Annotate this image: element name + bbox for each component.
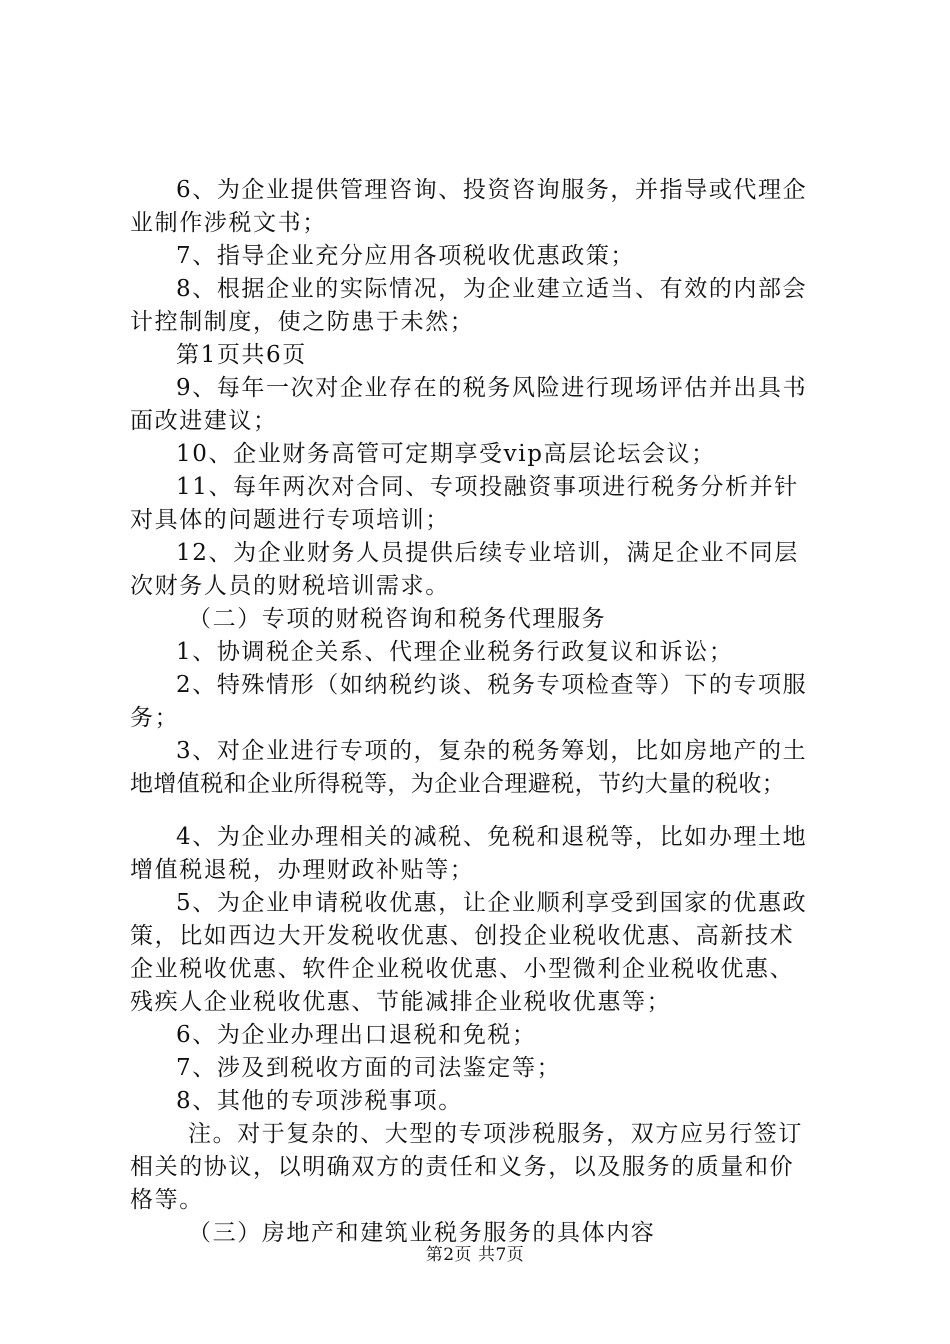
inline-page-marker: 第1页共6页: [176, 342, 307, 368]
paragraph-line: 务；: [130, 705, 180, 731]
paragraph-line: 7、涉及到税收方面的司法鉴定等；: [176, 1055, 562, 1081]
paragraph-line: 计控制制度，使之防患于未然；: [130, 309, 475, 335]
paragraph-line: 8、其他的专项涉税事项。: [176, 1088, 463, 1114]
paragraph-line: 残疾人企业税收优惠、节能减排企业税收优惠等；: [130, 989, 672, 1015]
paragraph-line: 6、为企业办理出口退税和免税；: [176, 1022, 537, 1048]
paragraph-line: 1、协调税企关系、代理企业税务行政复议和诉讼；: [176, 639, 734, 665]
paragraph-gap: [130, 801, 842, 821]
paragraph-line: 11、每年两次对合同、专项投融资事项进行税务分析并针: [176, 474, 799, 500]
paragraph-line: 4、为企业办理相关的减税、免税和退税等，比如办理土地: [176, 824, 808, 850]
paragraph-line: 对具体的问题进行专项培训；: [130, 507, 450, 533]
paragraph-line: 注。对于复杂的、大型的专项涉税服务，双方应另行签订: [188, 1121, 803, 1147]
section-heading: （二）专项的财税咨询和税务代理服务: [188, 606, 607, 632]
document-body: [130, 174, 842, 1250]
paragraph-line: 9、每年一次对企业存在的税务风险进行现场评估并出具书: [176, 375, 808, 401]
paragraph-line: 3、对企业进行专项的，复杂的税务筹划，比如房地产的土: [176, 738, 808, 764]
paragraph-line: 2、特殊情形（如纳税约谈、税务专项检查等）下的专项服: [176, 672, 808, 698]
paragraph-line: 企业税收优惠、软件企业税收优惠、小型微利企业税收优惠、: [130, 956, 795, 982]
page-footer: 第2页 共7页: [425, 1245, 525, 1265]
paragraph-line: 地增值税和企业所得税等，为企业合理避税，节约大量的税收；: [130, 771, 786, 797]
paragraph-line: 7、指导企业充分应用各项税收优惠政策；: [176, 243, 636, 269]
paragraph-line: 格等。: [130, 1187, 204, 1213]
paragraph-line: 相关的协议，以明确双方的责任和义务，以及服务的质量和价: [130, 1154, 795, 1180]
paragraph-line: 业制作涉税文书；: [130, 210, 327, 236]
section-heading: （三）房地产和建筑业税务服务的具体内容: [188, 1220, 656, 1246]
paragraph-line: 6、为企业提供管理咨询、投资咨询服务，并指导或代理企: [176, 177, 808, 203]
paragraph-line: 策，比如西边大开发税收优惠、创投企业税收优惠、高新技术: [130, 923, 795, 949]
paragraph-line: 12、为企业财务人员提供后续专业培训，满足企业不同层: [176, 540, 799, 566]
paragraph-line: 5、为企业申请税收优惠，让企业顺利享受到国家的优惠政: [176, 890, 808, 916]
paragraph-line: 8、根据企业的实际情况，为企业建立适当、有效的内部会: [176, 276, 808, 302]
paragraph-line: 10、企业财务高管可定期享受vip高层论坛会议；: [176, 441, 716, 467]
paragraph-line: 次财务人员的财税培训需求。: [130, 573, 450, 599]
paragraph-line: 面改进建议；: [130, 408, 278, 434]
paragraph-line: 增值税退税，办理财政补贴等；: [130, 857, 475, 883]
